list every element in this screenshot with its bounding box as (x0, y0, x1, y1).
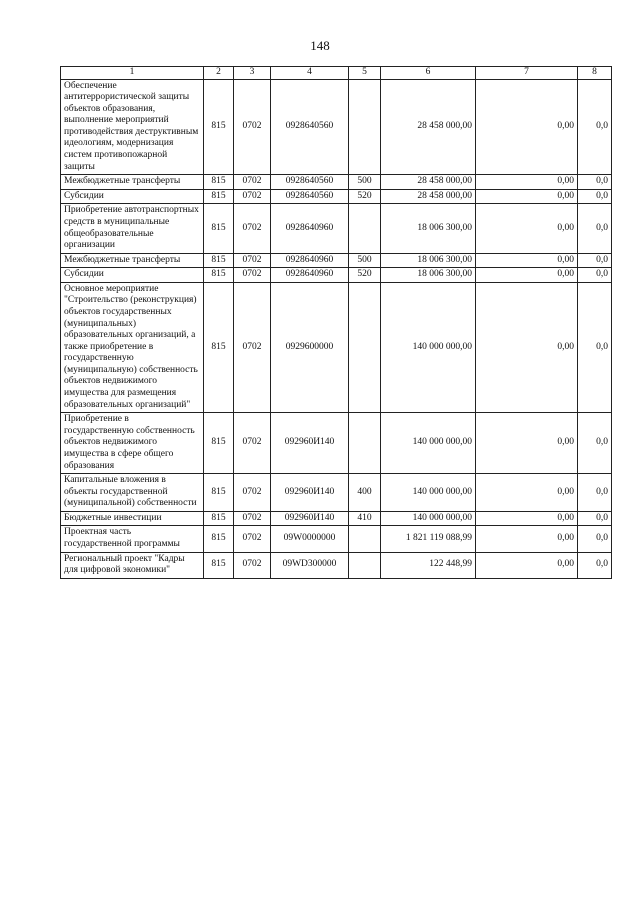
percent-cell: 0,0 (578, 282, 612, 412)
page-number: 148 (310, 38, 330, 53)
percent-cell: 0,0 (578, 175, 612, 190)
row-name-cell: Приобретение автотранспортных средств в муниципальные общеобразовательные организации (61, 204, 204, 253)
percent-cell: 0,0 (578, 552, 612, 578)
amount-cell: 18 006 300,00 (381, 253, 476, 268)
expense-type-cell (349, 552, 381, 578)
column-header: 4 (271, 67, 349, 80)
expense-type-cell: 400 (349, 474, 381, 512)
amount-cell: 0,00 (476, 204, 578, 253)
expense-type-cell (349, 526, 381, 552)
section-code-cell: 0702 (234, 413, 271, 474)
target-article-cell: 0928640960 (271, 253, 349, 268)
row-name-cell: Капитальные вложения в объекты государственной (муниципальной) собственности (61, 474, 204, 512)
section-code-cell: 0702 (234, 526, 271, 552)
column-header: 1 (61, 67, 204, 80)
expense-type-cell (349, 413, 381, 474)
expense-type-cell: 410 (349, 511, 381, 526)
amount-cell: 140 000 000,00 (381, 511, 476, 526)
amount-cell: 18 006 300,00 (381, 268, 476, 283)
column-header: 7 (476, 67, 578, 80)
target-article-cell: 09W0000000 (271, 526, 349, 552)
amount-cell: 1 821 119 088,99 (381, 526, 476, 552)
amount-cell: 140 000 000,00 (381, 474, 476, 512)
amount-cell: 0,00 (476, 189, 578, 204)
table-row (61, 204, 612, 253)
target-article-cell: 0928640960 (271, 268, 349, 283)
section-code-cell: 0702 (234, 268, 271, 283)
target-article-cell: 09WD300000 (271, 552, 349, 578)
amount-cell: 0,00 (476, 526, 578, 552)
percent-cell: 0,0 (578, 189, 612, 204)
admin-code-cell: 815 (204, 474, 234, 512)
amount-cell: 0,00 (476, 552, 578, 578)
row-name-cell: Субсидии (61, 189, 204, 204)
percent-cell: 0,0 (578, 253, 612, 268)
section-code-cell: 0702 (234, 189, 271, 204)
admin-code-cell: 815 (204, 413, 234, 474)
amount-cell: 28 458 000,00 (381, 175, 476, 190)
amount-cell: 140 000 000,00 (381, 413, 476, 474)
expense-type-cell: 500 (349, 175, 381, 190)
table-row (61, 268, 612, 283)
section-code-cell: 0702 (234, 175, 271, 190)
target-article-cell: 0928640560 (271, 175, 349, 190)
table-row (61, 253, 612, 268)
expense-type-cell: 520 (349, 189, 381, 204)
table-row (61, 474, 612, 512)
amount-cell: 0,00 (476, 79, 578, 175)
amount-cell: 0,00 (476, 474, 578, 512)
expense-type-cell: 520 (349, 268, 381, 283)
expense-type-cell (349, 79, 381, 175)
expense-type-cell (349, 282, 381, 412)
table-row (61, 511, 612, 526)
target-article-cell: 0928640960 (271, 204, 349, 253)
admin-code-cell: 815 (204, 204, 234, 253)
admin-code-cell: 815 (204, 189, 234, 204)
section-code-cell: 0702 (234, 511, 271, 526)
column-header: 6 (381, 67, 476, 80)
section-code-cell: 0702 (234, 204, 271, 253)
amount-cell: 0,00 (476, 175, 578, 190)
percent-cell: 0,0 (578, 268, 612, 283)
table-row (61, 79, 612, 175)
target-article-cell: 0928640560 (271, 189, 349, 204)
admin-code-cell: 815 (204, 268, 234, 283)
target-article-cell: 0928640560 (271, 79, 349, 175)
table-row (61, 413, 612, 474)
amount-cell: 0,00 (476, 253, 578, 268)
table-row (61, 552, 612, 578)
target-article-cell: 092960И140 (271, 511, 349, 526)
row-name-cell: Межбюджетные трансферты (61, 253, 204, 268)
amount-cell: 0,00 (476, 282, 578, 412)
table-header-row (61, 67, 612, 80)
expense-type-cell (349, 204, 381, 253)
row-name-cell: Субсидии (61, 268, 204, 283)
percent-cell: 0,0 (578, 511, 612, 526)
amount-cell: 0,00 (476, 268, 578, 283)
column-header: 5 (349, 67, 381, 80)
admin-code-cell: 815 (204, 511, 234, 526)
amount-cell: 0,00 (476, 511, 578, 526)
amount-cell: 140 000 000,00 (381, 282, 476, 412)
amount-cell: 122 448,99 (381, 552, 476, 578)
column-header: 2 (204, 67, 234, 80)
table-row (61, 189, 612, 204)
target-article-cell: 0929600000 (271, 282, 349, 412)
row-name-cell: Основное мероприятие "Строительство (реконструкция) объектов государственных (муниципальных) образовательных организаций, а также приобретение в государственную (муниципальную) собственность объектов недвижимого имущества для размещения образовательных организаций" (61, 282, 204, 412)
table-body (61, 79, 612, 578)
percent-cell: 0,0 (578, 79, 612, 175)
amount-cell: 28 458 000,00 (381, 79, 476, 175)
budget-table (60, 66, 612, 579)
admin-code-cell: 815 (204, 175, 234, 190)
column-header: 3 (234, 67, 271, 80)
row-name-cell: Межбюджетные трансферты (61, 175, 204, 190)
admin-code-cell: 815 (204, 282, 234, 412)
percent-cell: 0,0 (578, 526, 612, 552)
expense-type-cell: 500 (349, 253, 381, 268)
amount-cell: 18 006 300,00 (381, 204, 476, 253)
amount-cell: 28 458 000,00 (381, 189, 476, 204)
column-header: 8 (578, 67, 612, 80)
admin-code-cell: 815 (204, 526, 234, 552)
row-name-cell: Приобретение в государственную собственность объектов недвижимого имущества в сфере общего образования (61, 413, 204, 474)
row-name-cell: Региональный проект "Кадры для цифровой экономики" (61, 552, 204, 578)
section-code-cell: 0702 (234, 253, 271, 268)
section-code-cell: 0702 (234, 282, 271, 412)
percent-cell: 0,0 (578, 204, 612, 253)
admin-code-cell: 815 (204, 253, 234, 268)
target-article-cell: 092960И140 (271, 474, 349, 512)
row-name-cell: Проектная часть государственной программы (61, 526, 204, 552)
table-row (61, 282, 612, 412)
target-article-cell: 092960И140 (271, 413, 349, 474)
table-row (61, 175, 612, 190)
percent-cell: 0,0 (578, 413, 612, 474)
row-name-cell: Бюджетные инвестиции (61, 511, 204, 526)
percent-cell: 0,0 (578, 474, 612, 512)
row-name-cell: Обеспечение антитеррористической защиты объектов образования, выполнение мероприятий противодействия деструктивным идеологиям, модернизация систем противопожарной защиты (61, 79, 204, 175)
section-code-cell: 0702 (234, 552, 271, 578)
amount-cell: 0,00 (476, 413, 578, 474)
table-row (61, 526, 612, 552)
admin-code-cell: 815 (204, 552, 234, 578)
admin-code-cell: 815 (204, 79, 234, 175)
section-code-cell: 0702 (234, 474, 271, 512)
section-code-cell: 0702 (234, 79, 271, 175)
